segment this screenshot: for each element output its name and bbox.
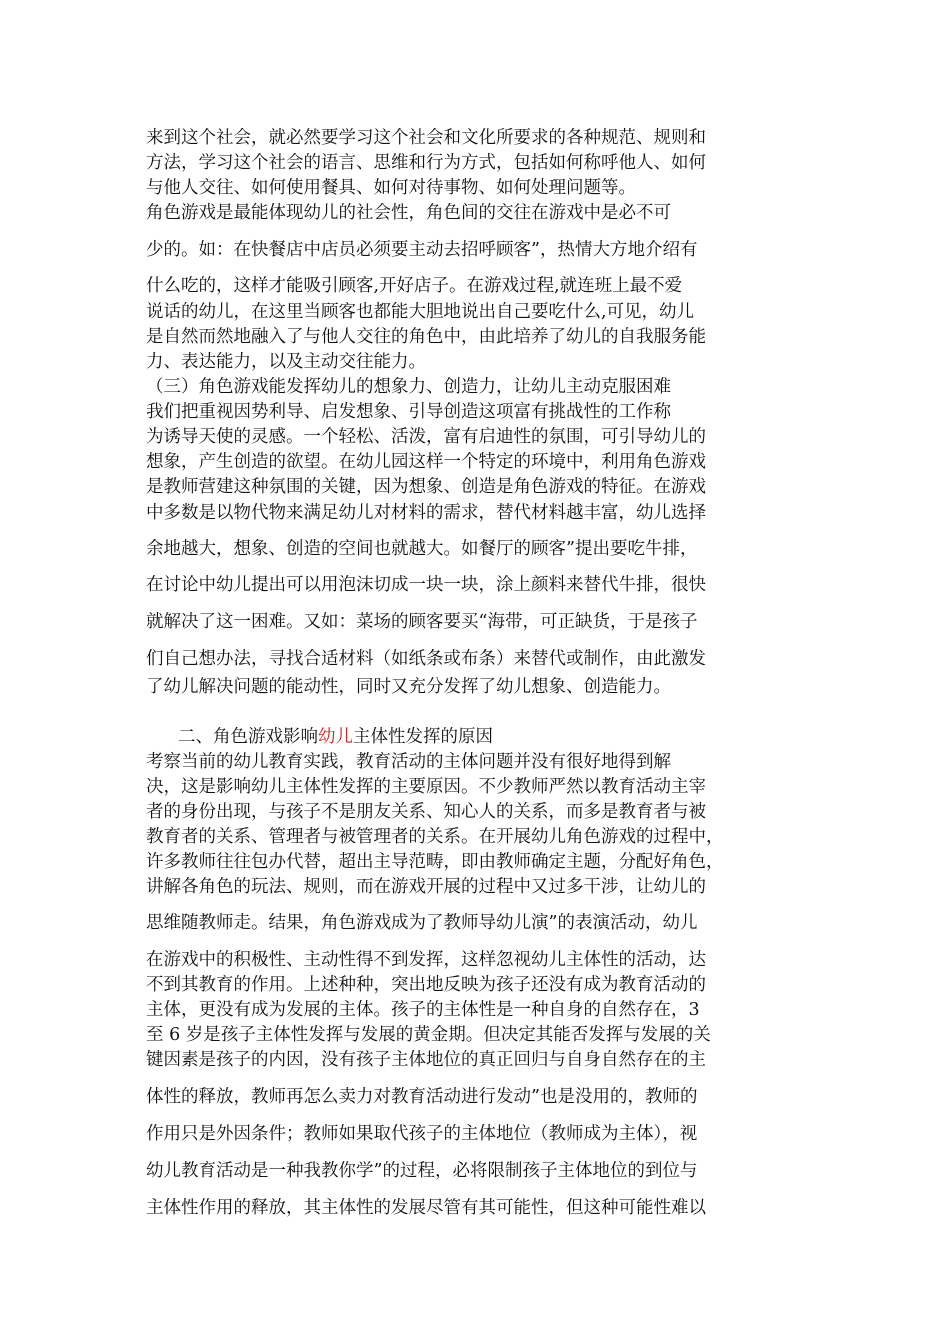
text-line: 为诱导天使的灵感。一个轻松、活泼，富有启迪性的氛围，可引导幼儿的 bbox=[146, 427, 706, 447]
section-subheading: （三）角色游戏能发挥幼儿的想象力、创造力，让幼儿主动克服困难 bbox=[146, 377, 671, 397]
text-line: 者的身份出现，与孩子不是朋友关系、知心人的关系，而多是教育者与被 bbox=[146, 802, 706, 822]
text-line: 是教师营建这种氛围的关键，因为想象、创造是角色游戏的特征。在游戏 bbox=[146, 477, 706, 497]
text-line: 讲解各角色的玩法、规则，而在游戏开展的过程中又过多干涉，让幼儿的 bbox=[146, 877, 706, 897]
text-line: 就解决了这一困难。又如：菜场的顾客要买“海带，可正缺货，于是孩子 bbox=[146, 612, 698, 632]
text-line: 说话的幼儿，在这里当顾客也都能大胆地说出自己要吃什么,可见，幼儿 bbox=[146, 302, 695, 322]
section-heading bbox=[178, 725, 493, 749]
text-line: 主体，更没有成为发展的主体。孩子的主体性是一种自身的自然存在，3 bbox=[146, 1000, 700, 1020]
text-line: 主体性作用的释放，其主体性的发展尽管有其可能性，但这种可能性难以 bbox=[146, 1198, 706, 1218]
text-line: 许多教师往往包办代替，超出主导范畴，即由教师确定主题，分配好角色， bbox=[146, 852, 724, 872]
text-line: 想象，产生创造的欲望。在幼儿园这样一个特定的环境中，利用角色游戏 bbox=[146, 452, 706, 472]
text-line: 了幼儿解决问题的能动性，同时又充分发挥了幼儿想象、创造能力。 bbox=[146, 677, 671, 697]
text-line: 角色游戏是最能体现幼儿的社会性，角色间的交往在游戏中是必不可 bbox=[146, 203, 671, 223]
text-line: 思维随教师走。结果，角色游戏成为了教师导幼儿演”的表演活动，幼儿 bbox=[146, 913, 698, 933]
text-line: 来到这个社会，就必然要学习这个社会和文化所要求的各种规范、规则和 bbox=[146, 128, 706, 148]
text-line: 作用只是外因条件；教师如果取代孩子的主体地位（教师成为主体），视 bbox=[146, 1124, 698, 1144]
text-line: 考察当前的幼儿教育实践，教育活动的主体问题并没有很好地得到解 bbox=[146, 752, 671, 772]
text-line: 方法，学习这个社会的语言、思维和行为方式，包括如何称呼他人、如何 bbox=[146, 153, 706, 173]
text-line: 什么吃的，这样才能吸引顾客,开好店子。在游戏过程,就连班上最不爱 bbox=[146, 276, 683, 296]
text-line: 决，这是影响幼儿主体性发挥的主要原因。不少教师严然以教育活动主宰 bbox=[146, 777, 706, 797]
text-line: 与他人交往、如何使用餐具、如何对待事物、如何处理问题等。 bbox=[146, 178, 636, 198]
heading-highlight: 幼儿 bbox=[318, 727, 353, 747]
text-line: 体性的释放，教师再怎么卖力对教育活动进行发动”也是没用的，教师的 bbox=[146, 1087, 698, 1107]
text-line: 在讨论中幼儿提出可以用泡沫切成一块一块，涂上颜料来替代牛排，很快 bbox=[146, 575, 706, 595]
heading-text-after: 主体性发挥的原因 bbox=[353, 727, 493, 747]
text-line: 力、表达能力，以及主动交往能力。 bbox=[146, 352, 426, 372]
text-line: 是自然而然地融入了与他人交往的角色中，由此培养了幼儿的自我服务能 bbox=[146, 327, 706, 347]
text-line: 余地越大，想象、创造的空间也就越大。如餐厅的顾客”提出要吃牛排， bbox=[146, 539, 698, 559]
text-line: 不到其教育的作用。上述种种，突出地反映为孩子还没有成为教育活动的 bbox=[146, 975, 706, 995]
text-line: 中多数是以物代物来满足幼儿对材料的需求，替代材料越丰富，幼儿选择 bbox=[146, 503, 706, 523]
text-line: 键因素是孩子的内因，没有孩子主体地位的真正回归与自身自然存在的主 bbox=[146, 1050, 706, 1070]
text-line: 至 6 岁是孩子主体性发挥与发展的黄金期。但决定其能否发挥与发展的关 bbox=[146, 1025, 711, 1045]
text-line: 在游戏中的积极性、主动性得不到发挥，这样忽视幼儿主体性的活动，达 bbox=[146, 950, 706, 970]
text-line: 幼儿教育活动是一种我教你学”的过程，必将限制孩子主体地位的到位与 bbox=[146, 1161, 698, 1181]
text-line: 教育者的关系、管理者与被管理者的关系。在开展幼儿角色游戏的过程中， bbox=[146, 827, 724, 847]
text-line: 们自己想办法，寻找合适材料（如纸条或布条）来替代或制作，由此激发 bbox=[146, 649, 706, 669]
heading-text-before: 二、角色游戏影响 bbox=[178, 727, 318, 747]
text-line: 少的。如：在快餐店中店员必须要主动去招呼顾客”，热情大方地介绍有 bbox=[146, 240, 698, 260]
text-line: 我们把重视因势利导、启发想象、引导创造这项富有挑战性的工作称 bbox=[146, 402, 671, 422]
